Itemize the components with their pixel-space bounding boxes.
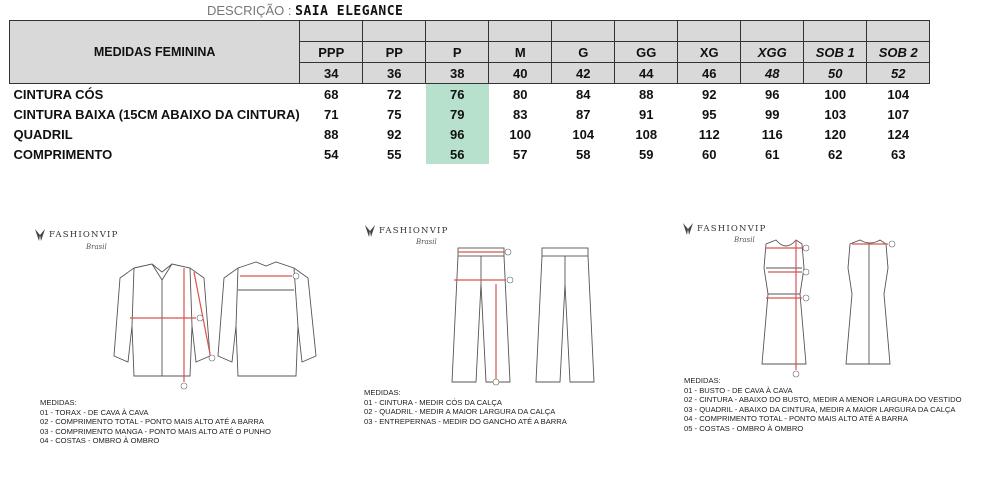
shirt-front-drawing — [34, 246, 334, 416]
brand-name: FASHIONVIP — [379, 226, 449, 236]
measurement-cell: 62 — [828, 146, 843, 162]
table-row — [10, 84, 930, 105]
dress-diagram-panel — [682, 218, 982, 473]
note-item: 01 - CINTURA - MEDIR CÓS DA CALÇA — [364, 397, 502, 407]
dress-notes — [684, 376, 962, 434]
measurement-cell: 91 — [639, 106, 654, 122]
header-spacer — [867, 21, 930, 42]
header-spacer — [489, 21, 552, 42]
row-label: COMPRIMENTO — [13, 146, 113, 162]
measurement-cell: 83 — [513, 106, 528, 122]
header-spacer — [300, 21, 363, 42]
measurement-cell: 76 — [426, 84, 489, 105]
note-item: 03 - COMPRIMENTO MANGA - PONTO MAIS ALTO ATÉ O PUNHO — [40, 426, 271, 436]
measurement-cell: 87 — [576, 106, 591, 122]
note-item: 03 - QUADRIL - ABAIXO DA CINTURA, MEDIR A MAIOR LARGURA DA CALÇA — [684, 404, 956, 414]
measurement-cell: 103 — [824, 106, 847, 122]
measurement-cell: 61 — [765, 146, 780, 162]
size-label: M — [489, 42, 552, 63]
brand-name: FASHIONVIP — [49, 230, 119, 240]
size-label: PPP — [300, 42, 363, 63]
measurement-cell: 84 — [576, 86, 591, 102]
size-label: GG — [615, 42, 678, 63]
notes-title: MEDIDAS: — [364, 388, 401, 397]
measurement-cell: 100 — [509, 126, 532, 142]
size-number: 42 — [552, 63, 615, 84]
size-label: PP — [363, 42, 426, 63]
header-spacer — [678, 21, 741, 42]
size-number: 34 — [300, 63, 363, 84]
brand-script: Brasil — [734, 236, 755, 244]
size-chart-table — [9, 20, 930, 164]
measurement-cell: 95 — [702, 106, 717, 122]
size-label: XGG — [741, 42, 804, 63]
note-item: 04 - COMPRIMENTO TOTAL - PONTO MAIS ALTO ATÉ A BARRA — [684, 414, 908, 424]
header-spacer — [552, 21, 615, 42]
measurement-cell: 55 — [387, 146, 402, 162]
note-item: 05 - COSTAS - OMBRO À OMBRO — [684, 423, 804, 433]
measurement-cell: 56 — [426, 144, 489, 164]
measurement-cell: 107 — [887, 106, 910, 122]
measurement-cell: 124 — [887, 126, 910, 142]
brand-name: FASHIONVIP — [697, 224, 767, 234]
measurement-cell: 100 — [824, 86, 847, 102]
pants-notes — [364, 388, 567, 426]
measurement-cell: 104 — [572, 126, 595, 142]
size-number: 48 — [741, 63, 804, 84]
measurement-cell: 68 — [324, 86, 339, 102]
shirt-diagram-panel — [34, 222, 334, 472]
measurement-cell: 59 — [639, 146, 654, 162]
note-item: 02 - CINTURA - ABAIXO DO BUSTO, MEDIR A MENOR LARGURA DO VESTIDO — [684, 395, 962, 405]
measurement-cell: 108 — [635, 126, 658, 142]
dress-drawing — [682, 220, 982, 380]
measurement-cell: 92 — [702, 86, 717, 102]
note-item: 02 - QUADRIL - MEDIR A MAIOR LARGURA DA CALÇA — [364, 407, 556, 417]
measurement-cell: 75 — [387, 106, 402, 122]
header-spacer — [363, 21, 426, 42]
measurement-cell: 96 — [765, 86, 780, 102]
size-label: SOB 1 — [804, 42, 867, 63]
header-spacer — [426, 21, 489, 42]
measurement-cell: 60 — [702, 146, 717, 162]
measurement-cell: 80 — [513, 86, 528, 102]
table-title: MEDIDAS FEMININA — [10, 21, 300, 84]
size-number: 38 — [426, 63, 489, 84]
table-row — [10, 144, 930, 164]
measurement-cell: 120 — [824, 126, 847, 142]
row-label: CINTURA BAIXA (15CM ABAIXO DA CINTURA) — [13, 106, 300, 122]
row-label: QUADRIL — [13, 126, 73, 142]
header-spacer — [804, 21, 867, 42]
measurement-cell: 58 — [576, 146, 591, 162]
header-spacer — [615, 21, 678, 42]
pants-drawing — [364, 224, 654, 394]
measurement-cell: 96 — [426, 124, 489, 144]
measurement-cell: 99 — [765, 106, 780, 122]
fashionvip-logo-icon — [34, 228, 46, 247]
description-row — [207, 3, 403, 19]
measurement-cell: 88 — [324, 126, 339, 142]
note-item: 03 - ENTREPERNAS - MEDIR DO GANCHO ATÉ A BARRA — [364, 416, 567, 426]
pants-diagram-panel — [364, 222, 654, 472]
brand-script: Brasil — [416, 238, 437, 246]
measurement-cell: 72 — [387, 86, 402, 102]
measurement-cell: 71 — [324, 106, 339, 122]
product-name: SAIA ELEGANCE — [295, 4, 404, 19]
note-item: 01 - BUSTO - DE CAVA À CAVA — [684, 385, 793, 395]
size-label: XG — [678, 42, 741, 63]
size-number: 44 — [615, 63, 678, 84]
description-label: DESCRIÇÃO : — [207, 3, 292, 18]
header-spacer — [741, 21, 804, 42]
measurement-cell: 112 — [698, 126, 720, 142]
row-label: CINTURA CÓS — [13, 86, 104, 102]
measurement-cell: 88 — [639, 86, 654, 102]
measurement-cell: 57 — [513, 146, 528, 162]
size-number: 36 — [363, 63, 426, 84]
measurement-cell: 92 — [387, 126, 402, 142]
note-item: 01 - TORAX - DE CAVA À CAVA — [40, 407, 149, 417]
measurement-cell: 116 — [761, 126, 783, 142]
measurement-cell: 63 — [891, 146, 906, 162]
size-number: 40 — [489, 63, 552, 84]
note-item: 02 - COMPRIMENTO TOTAL - PONTO MAIS ALTO ATÉ A BARRA — [40, 417, 264, 427]
notes-title: MEDIDAS: — [40, 398, 77, 407]
table-row — [10, 124, 930, 144]
measurement-cell: 79 — [426, 104, 489, 124]
measurement-cell: 54 — [324, 146, 339, 162]
brand-script: Brasil — [86, 243, 107, 251]
size-number: 50 — [804, 63, 867, 84]
measurement-cell: 104 — [887, 86, 910, 102]
size-number: 46 — [678, 63, 741, 84]
note-item: 04 - COSTAS - OMBRO À OMBRO — [40, 436, 160, 446]
size-label: SOB 2 — [867, 42, 930, 63]
size-label: P — [426, 42, 489, 63]
table-row — [10, 104, 930, 124]
size-label: G — [552, 42, 615, 63]
notes-title: MEDIDAS: — [684, 376, 721, 385]
shirt-notes — [40, 398, 271, 446]
size-number: 52 — [867, 63, 930, 84]
